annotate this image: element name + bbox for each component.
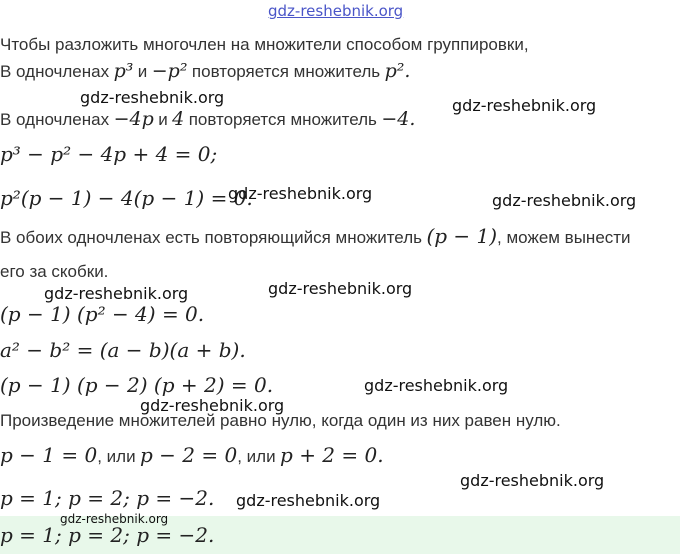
equation-original: p³ − p² − 4p + 4 = 0; [0, 142, 218, 166]
watermark: gdz-reshebnik.org [492, 191, 637, 210]
watermark: gdz-reshebnik.org [228, 184, 373, 203]
line-repeat-minus4 [0, 108, 415, 130]
math-term: (p − 1) [426, 224, 498, 248]
watermark: gdz-reshebnik.org [60, 512, 169, 526]
text-fragment: , можем вынести [497, 228, 631, 247]
equation-grouped: p²(p − 1) − 4(p − 1) = 0. [0, 186, 253, 210]
text-take-out: его за скобки. [0, 262, 109, 281]
watermark: gdz-reshebnik.org [44, 284, 189, 303]
watermark: gdz-reshebnik.org [452, 96, 597, 115]
math-term: p − 2 = 0 [140, 443, 238, 467]
math-term: −p² [151, 60, 188, 82]
equation-fully-factored: (p − 1) (p − 2) (p + 2) = 0. [0, 373, 274, 397]
watermark: gdz-reshebnik.org [236, 491, 381, 510]
answer-box [0, 512, 680, 554]
math-term: p³ [113, 60, 134, 82]
watermark: gdz-reshebnik.org [364, 376, 509, 395]
equation-roots: p = 1; p = 2; p = −2. [0, 486, 215, 510]
line-repeat-p2 [0, 60, 410, 82]
text-fragment: В обоих одночленах есть повторяющийся множитель [0, 228, 422, 247]
math-term: 4 [172, 108, 185, 130]
math-term: p + 2 = 0. [280, 443, 384, 467]
line-common-factor [0, 224, 631, 248]
text-fragment: и [137, 62, 148, 81]
math-term: p − 1 = 0 [0, 443, 98, 467]
text-zero-product: Произведение множителей равно нулю, когда один из них равен нулю. [0, 411, 561, 430]
text-fragment: повторяется множитель [188, 110, 377, 129]
equation-difference-of-squares: a² − b² = (a − b)(a + b). [0, 338, 246, 362]
watermark: gdz-reshebnik.org [80, 88, 225, 107]
answer-text: p = 1; p = 2; p = −2. [0, 523, 215, 547]
equation-cases [0, 443, 384, 467]
text-fragment: В одночленах [0, 62, 110, 81]
text-fragment: и [158, 110, 168, 129]
text-fragment: , или [237, 447, 276, 466]
equation-factored: (p − 1) (p² − 4) = 0. [0, 302, 205, 326]
math-term: p². [384, 60, 411, 82]
text-fragment: , или [97, 447, 136, 466]
math-term: −4. [381, 108, 416, 130]
watermark-top-link[interactable]: gdz-reshebnik.org [268, 2, 404, 20]
text-fragment: В одночленах [0, 110, 110, 129]
watermark: gdz-reshebnik.org [460, 471, 605, 490]
intro-text: Чтобы разложить многочлен на множители способом группировки, [0, 35, 529, 54]
math-term: −4p [113, 108, 154, 130]
watermark: gdz-reshebnik.org [268, 279, 413, 298]
watermark: gdz-reshebnik.org [140, 396, 285, 415]
text-fragment: повторяется множитель [191, 62, 381, 81]
